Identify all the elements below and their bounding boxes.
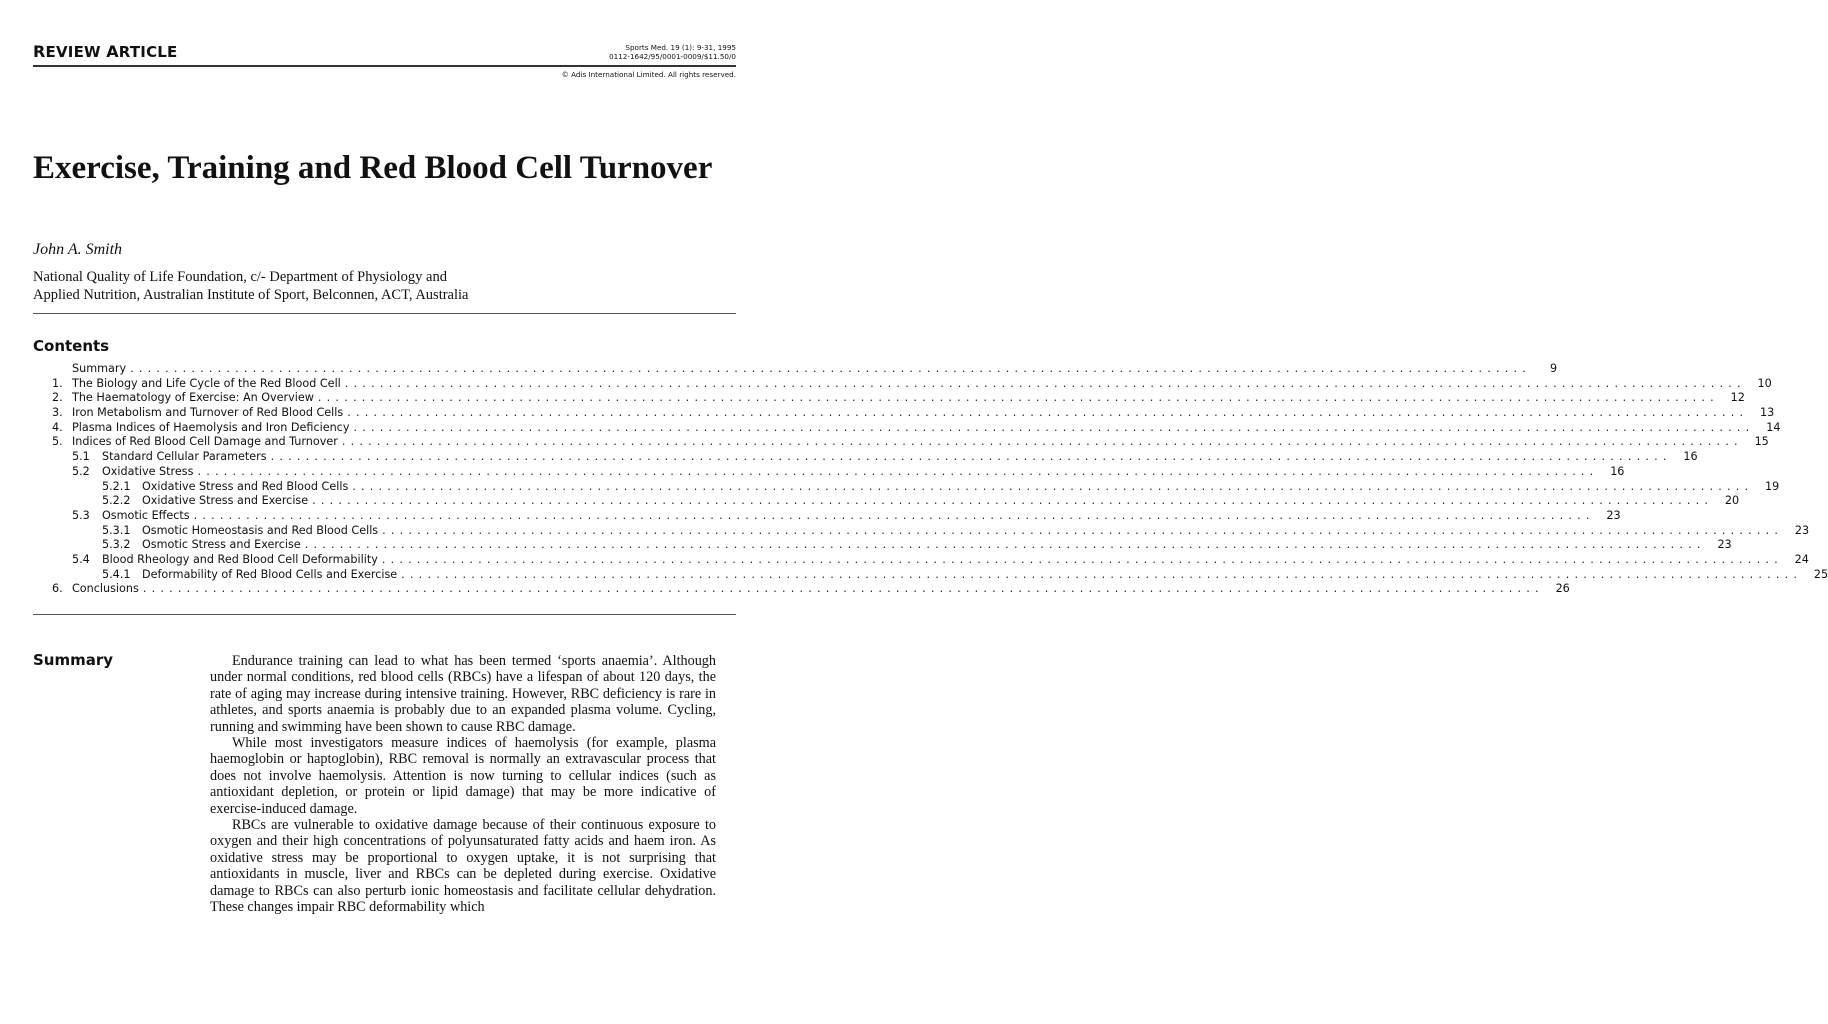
toc-entry-page: 16 bbox=[1610, 464, 1625, 478]
toc-entry-number: 5.2 bbox=[72, 464, 90, 478]
toc-entry-number: 5. bbox=[52, 435, 63, 449]
toc-entry-title: The Biology and Life Cycle of the Red Blood Cell bbox=[72, 377, 345, 392]
toc-entry bbox=[52, 376, 1772, 392]
toc-dot-leader: ................................................................................................................................................................ bbox=[130, 362, 1532, 375]
toc-entry bbox=[52, 420, 1781, 436]
toc-entry-number: 5.2.2 bbox=[102, 494, 131, 508]
toc-dot-leader: ................................................................................................................................................................ bbox=[270, 450, 1672, 464]
summary-paragraph: Endurance training can lead to what has been termed ‘sports anaemia’. Although under normal conditions, red blood cells (RBCs) have a lifespan of about 120 days, the rate of aging may increase during intensive training. However, RBC deficiency is rare in athletes, and sports anaemia is probably due to an expanded plasma volume. Cycling, running and swimming have been shown to cause RBC damage. bbox=[210, 653, 716, 735]
author-name: John A. Smith bbox=[33, 241, 123, 258]
toc-entry-page: 25 bbox=[1813, 567, 1828, 581]
toc-entry-number: 5.4 bbox=[72, 552, 90, 566]
copyright-notice: © Adis International Limited. All rights reserved. bbox=[561, 70, 736, 79]
toc-entry-title: Deformability of Red Blood Cells and Exercise bbox=[142, 568, 401, 583]
contents-heading: Contents bbox=[33, 337, 110, 355]
toc-entry-title: Indices of Red Blood Cell Damage and Turnover bbox=[72, 435, 342, 450]
toc-entry-title: Osmotic Stress and Exercise bbox=[142, 538, 305, 553]
toc-entry-title: The Haematology of Exercise: An Overview bbox=[72, 391, 318, 406]
citation-line: 0112-1642/95/0001-0009/$11.50/0 bbox=[609, 52, 736, 61]
section-rule bbox=[33, 313, 736, 314]
toc-entry bbox=[52, 362, 1558, 377]
toc-entry-page: 12 bbox=[1730, 391, 1745, 405]
toc-entry-page: 10 bbox=[1757, 376, 1772, 390]
toc-entry-number: 4. bbox=[52, 420, 63, 434]
summary-paragraph: While most investigators measure indices of haemolysis (for example, plasma haemoglobin or haptoglobin), RBC removal is normally an extravascular process that does not involve haemolysis. Attention is now turning to cellular indices (such as antioxidant depletion, or protein or lipid damage) that may be more indicative of exercise-induced damage. bbox=[210, 735, 716, 817]
section-rule bbox=[33, 614, 736, 615]
toc-entry-number: 5.2.1 bbox=[102, 479, 131, 493]
toc-entry bbox=[52, 494, 1740, 509]
toc-dot-leader: ................................................................................................................................................................ bbox=[352, 479, 1754, 493]
toc-entry-number: 5.4.1 bbox=[102, 567, 131, 581]
toc-dot-leader: ................................................................................................................................................................ bbox=[344, 376, 1746, 390]
toc-dot-leader: ................................................................................................................................................................ bbox=[401, 567, 1803, 581]
toc-dot-leader: ................................................................................................................................................................ bbox=[347, 406, 1749, 420]
toc-entry bbox=[52, 523, 1810, 539]
toc-entry-title: Osmotic Effects bbox=[102, 509, 194, 524]
toc-entry-page: 23 bbox=[1794, 523, 1810, 537]
toc-entry-title: Oxidative Stress bbox=[102, 465, 197, 480]
toc-entry-page: 24 bbox=[1794, 552, 1809, 566]
toc-entry-page: 19 bbox=[1765, 479, 1780, 493]
toc-entry bbox=[52, 391, 1745, 406]
toc-dot-leader: ................................................................................................................................................................ bbox=[312, 494, 1714, 508]
toc-entry bbox=[52, 582, 1570, 597]
toc-entry-page: 13 bbox=[1759, 406, 1775, 420]
toc-entry bbox=[52, 508, 1621, 524]
toc-entry-title: Plasma Indices of Haemolysis and Iron Deficiency bbox=[72, 421, 353, 436]
toc-entry bbox=[52, 464, 1625, 480]
toc-entry-page: 26 bbox=[1555, 582, 1570, 596]
summary-body bbox=[210, 653, 716, 916]
toc-entry-title: Blood Rheology and Red Blood Cell Deformability bbox=[102, 553, 382, 568]
toc-dot-leader: ................................................................................................................................................................ bbox=[317, 391, 1719, 405]
toc-entry-page: 14 bbox=[1766, 420, 1781, 434]
toc-entry bbox=[52, 538, 1732, 553]
toc-entry-page: 16 bbox=[1683, 450, 1698, 464]
toc-entry-title: Iron Metabolism and Turnover of Red Blood Cells bbox=[72, 406, 347, 421]
toc-entry bbox=[52, 479, 1780, 495]
toc-entry-number: 2. bbox=[52, 391, 63, 405]
toc-entry bbox=[52, 567, 1828, 583]
toc-entry bbox=[52, 406, 1775, 421]
toc-dot-leader: ................................................................................................................................................................ bbox=[341, 435, 1743, 449]
toc-entry bbox=[52, 435, 1769, 450]
affiliation-line: National Quality of Life Foundation, c/- Department of Physiology and bbox=[33, 269, 447, 285]
toc-entry-number: 1. bbox=[52, 376, 63, 390]
toc-dot-leader: ................................................................................................................................................................ bbox=[142, 582, 1544, 596]
toc-entry-page: 20 bbox=[1724, 494, 1740, 508]
citation-line: Sports Med. 19 (1): 9-31, 1995 bbox=[625, 43, 736, 52]
table-of-contents bbox=[52, 362, 1828, 597]
toc-entry-number: 5.1 bbox=[72, 450, 90, 464]
affiliation-line: Applied Nutrition, Australian Institute of Sport, Belconnen, ACT, Australia bbox=[33, 287, 469, 303]
toc-entry-title: Oxidative Stress and Red Blood Cells bbox=[142, 480, 352, 495]
toc-dot-leader: ................................................................................................................................................................ bbox=[382, 523, 1784, 537]
toc-entry-number: 5.3 bbox=[72, 508, 90, 522]
toc-dot-leader: ................................................................................................................................................................ bbox=[304, 538, 1706, 552]
toc-entry-title: Standard Cellular Parameters bbox=[102, 450, 271, 465]
header-rule bbox=[33, 65, 736, 67]
toc-dot-leader: ................................................................................................................................................................ bbox=[381, 552, 1783, 566]
toc-entry-number: 5.3.2 bbox=[102, 538, 131, 552]
author-affiliation bbox=[33, 268, 733, 304]
toc-entry-number: 5.3.1 bbox=[102, 523, 131, 537]
summary-heading: Summary bbox=[33, 651, 114, 669]
article-title: Exercise, Training and Red Blood Cell Turnover bbox=[33, 150, 713, 186]
toc-entry-title: Osmotic Homeostasis and Red Blood Cells bbox=[142, 524, 382, 539]
summary-paragraph: RBCs are vulnerable to oxidative damage because of their continuous exposure to oxygen and their high concentrations of polyunsaturated fatty acids and haem iron. As oxidative stress may be proportional to oxygen uptake, it is not surprising that antioxidants in muscle, liver and RBCs can be depleted during exercise. Oxidative damage to RBCs can also perturb ionic homeostasis and facilitate cellular dehydration. These changes impair RBC deformability which bbox=[210, 817, 716, 916]
toc-dot-leader: ................................................................................................................................................................ bbox=[193, 508, 1595, 522]
toc-entry bbox=[52, 450, 1698, 465]
toc-entry-title: Conclusions bbox=[72, 582, 143, 597]
toc-entry bbox=[52, 552, 1809, 568]
article-type-label: REVIEW ARTICLE bbox=[33, 42, 178, 61]
toc-entry-page: 23 bbox=[1606, 508, 1621, 522]
toc-entry-title: Summary bbox=[72, 362, 130, 377]
toc-entry-number: 3. bbox=[52, 406, 63, 420]
toc-entry-number: 6. bbox=[52, 582, 63, 596]
toc-entry-page: 15 bbox=[1754, 435, 1769, 449]
toc-entry-page: 9 bbox=[1549, 362, 1558, 375]
toc-entry-page: 23 bbox=[1717, 538, 1732, 552]
toc-dot-leader: ................................................................................................................................................................ bbox=[197, 464, 1599, 478]
toc-dot-leader: ................................................................................................................................................................ bbox=[353, 420, 1755, 434]
toc-entry-title: Oxidative Stress and Exercise bbox=[142, 494, 312, 509]
journal-citation bbox=[609, 43, 736, 61]
